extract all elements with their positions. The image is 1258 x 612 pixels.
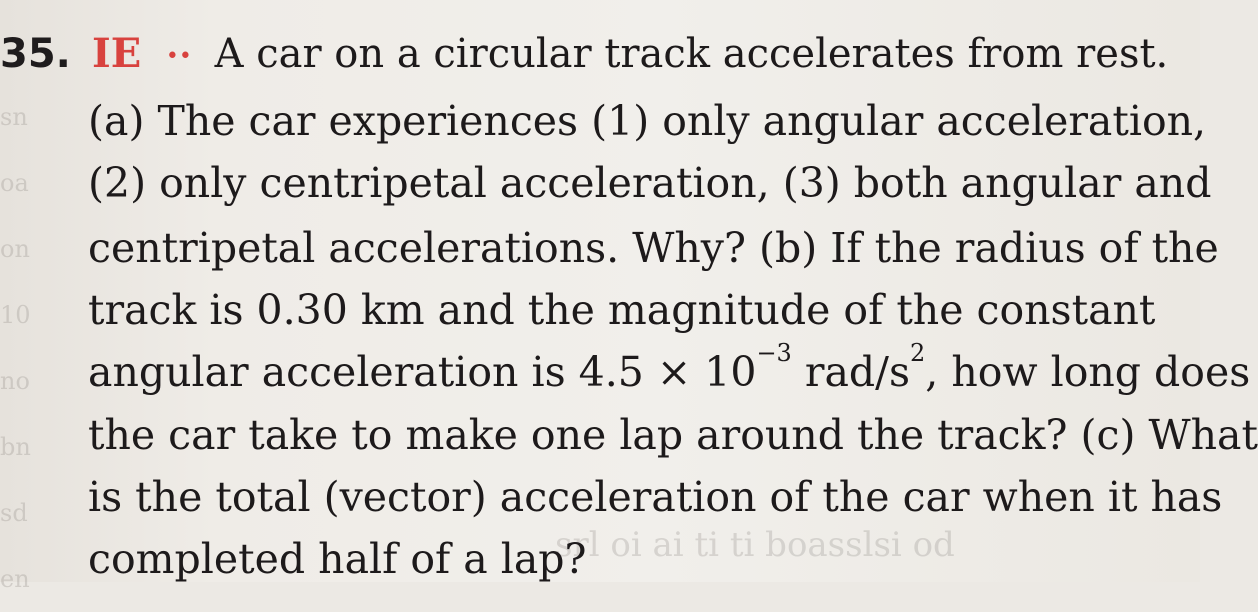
- problem-line-6: [88, 339, 1251, 398]
- problem-line-6-part-3: , how long does: [925, 348, 1251, 396]
- problem-line-9: completed half of a lap?: [88, 535, 587, 583]
- problem-number: [0, 28, 82, 80]
- problem-line-6-superscript-2: 2: [910, 339, 926, 368]
- problem-line-2: (a) The car experiences (1) only angular acceleration,: [88, 97, 1207, 145]
- problem-line-6-superscript-1: −3: [756, 339, 792, 368]
- problem-line-7: the car take to make one lap around the track? (c) What: [88, 411, 1258, 459]
- ie-tag: IE: [92, 30, 142, 77]
- problem-line-6-part-2: rad/s: [791, 348, 911, 396]
- problem-number-text: 35.: [0, 31, 71, 77]
- problem-header-line: [92, 28, 1194, 83]
- problem-line-8: is the total (vector) acceleration of the car when it has: [88, 473, 1223, 521]
- problem-line-5: track is 0.30 km and the magnitude of the constant: [88, 286, 1156, 334]
- difficulty-dots: ••: [165, 44, 192, 69]
- problem-line-3: (2) only centripetal acceleration, (3) both angular and: [88, 159, 1212, 207]
- bleedthrough-bottom-right: srl oi ai ti ti boasslsi od: [555, 525, 955, 565]
- problem-line-6-part-1: angular acceleration is 4.5 × 10: [88, 348, 757, 396]
- problem-line-1: A car on a circular track accelerates from rest.: [214, 31, 1169, 77]
- bleedthrough-left: sn oa on 10 no bn sd en: [0, 103, 31, 593]
- problem-line-4: centripetal accelerations. Why? (b) If the radius of the: [88, 224, 1219, 272]
